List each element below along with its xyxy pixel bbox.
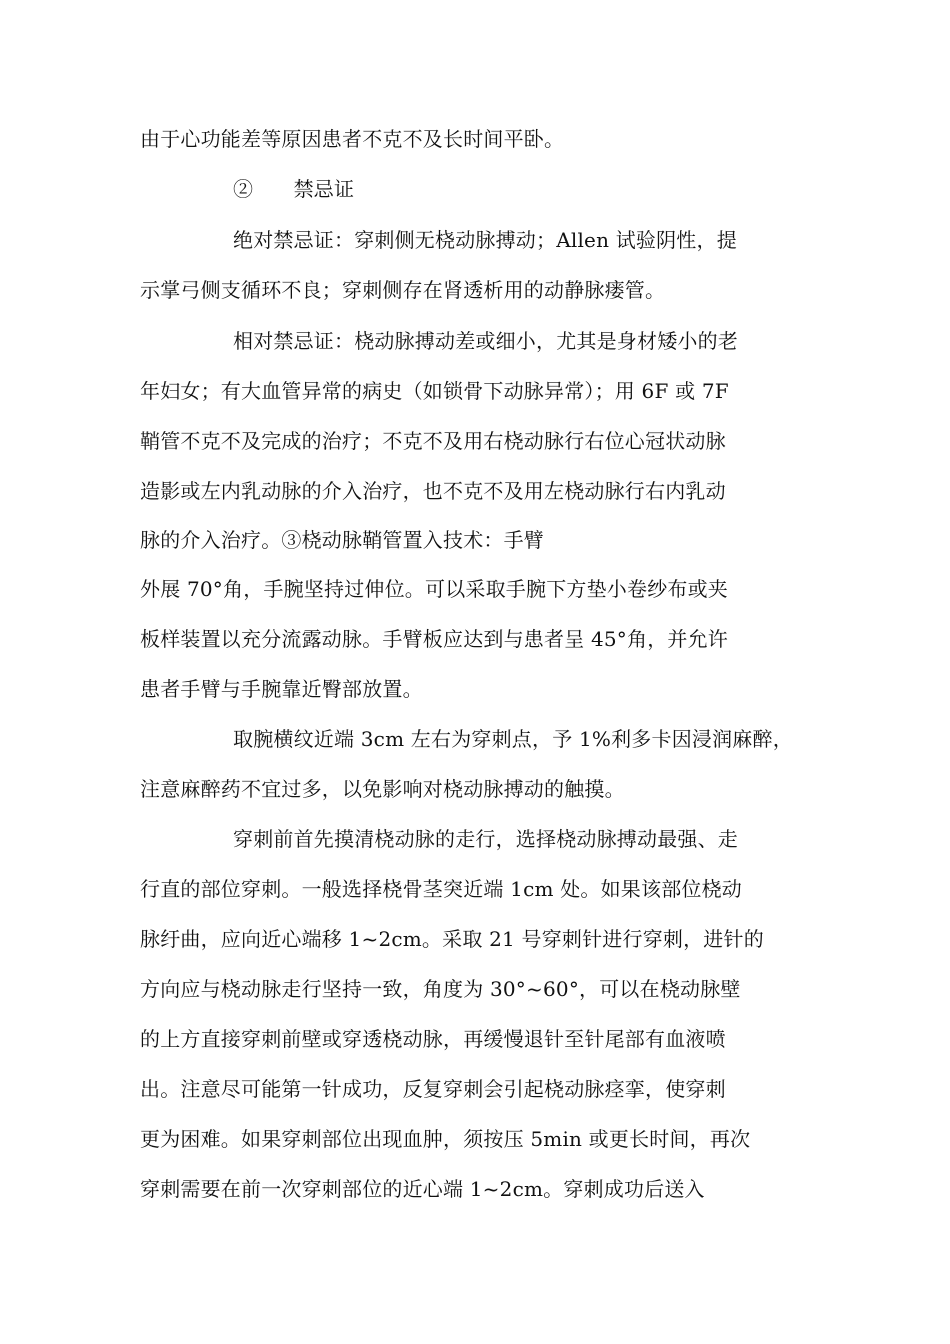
text-line: 取腕横纹近端 3cm 左右为穿刺点，予 1%利多卡因浸润麻醉， <box>233 727 793 751</box>
section-heading: ② 禁忌证 <box>233 177 355 201</box>
text-line: 穿刺前首先摸清桡动脉的走行，选择桡动脉搏动最强、走 <box>233 827 738 851</box>
text-line: 行直的部位穿刺。一般选择桡骨茎突近端 1cm 处。如果该部位桡动 <box>140 877 743 901</box>
text-line: 脉纡曲，应向近心端移 1~2cm。采取 21 号穿刺针进行穿刺，进针的 <box>140 927 764 951</box>
text-line: 穿刺需要在前一次穿刺部位的近心端 1~2cm。穿刺成功后送入 <box>140 1177 705 1201</box>
text-line: 年妇女；有大血管异常的病史（如锁骨下动脉异常）；用 6F 或 7F <box>140 379 729 403</box>
text-line: 脉的介入治疗。③桡动脉鞘管置入技术：手臂 <box>140 528 544 552</box>
text-line: 由于心功能差等原因患者不克不及长时间平卧。 <box>140 127 565 151</box>
text-line: 更为困难。如果穿刺部位出现血肿，须按压 5min 或更长时间，再次 <box>140 1127 751 1151</box>
text-line: 相对禁忌证：桡动脉搏动差或细小，尤其是身材矮小的老 <box>233 329 738 353</box>
text-line: 鞘管不克不及完成的治疗；不克不及用右桡动脉行右位心冠状动脉 <box>140 429 726 453</box>
text-line: 的上方直接穿刺前壁或穿透桡动脉，再缓慢退针至针尾部有血液喷 <box>140 1027 726 1051</box>
text-line: 外展 70°角，手腕坚持过伸位。可以采取手腕下方垫小卷纱布或夹 <box>140 577 729 601</box>
text-line: 造影或左内乳动脉的介入治疗，也不克不及用左桡动脉行右内乳动 <box>140 479 726 503</box>
text-line: 绝对禁忌证：穿刺侧无桡动脉搏动；Allen 试验阴性，提 <box>233 228 737 252</box>
text-line: 患者手臂与手腕靠近臀部放置。 <box>140 677 423 701</box>
text-line: 出。注意尽可能第一针成功，反复穿刺会引起桡动脉痉挛，使穿刺 <box>140 1077 726 1101</box>
text-line: 板样装置以充分流露动脉。手臂板应达到与患者呈 45°角，并允许 <box>140 627 729 651</box>
text-line: 注意麻醉药不宜过多，以免影响对桡动脉搏动的触摸。 <box>140 777 625 801</box>
text-line: 示掌弓侧支循环不良；穿刺侧存在肾透析用的动静脉瘘管。 <box>140 278 666 302</box>
text-line: 方向应与桡动脉走行坚持一致，角度为 30°~60°，可以在桡动脉壁 <box>140 977 741 1001</box>
